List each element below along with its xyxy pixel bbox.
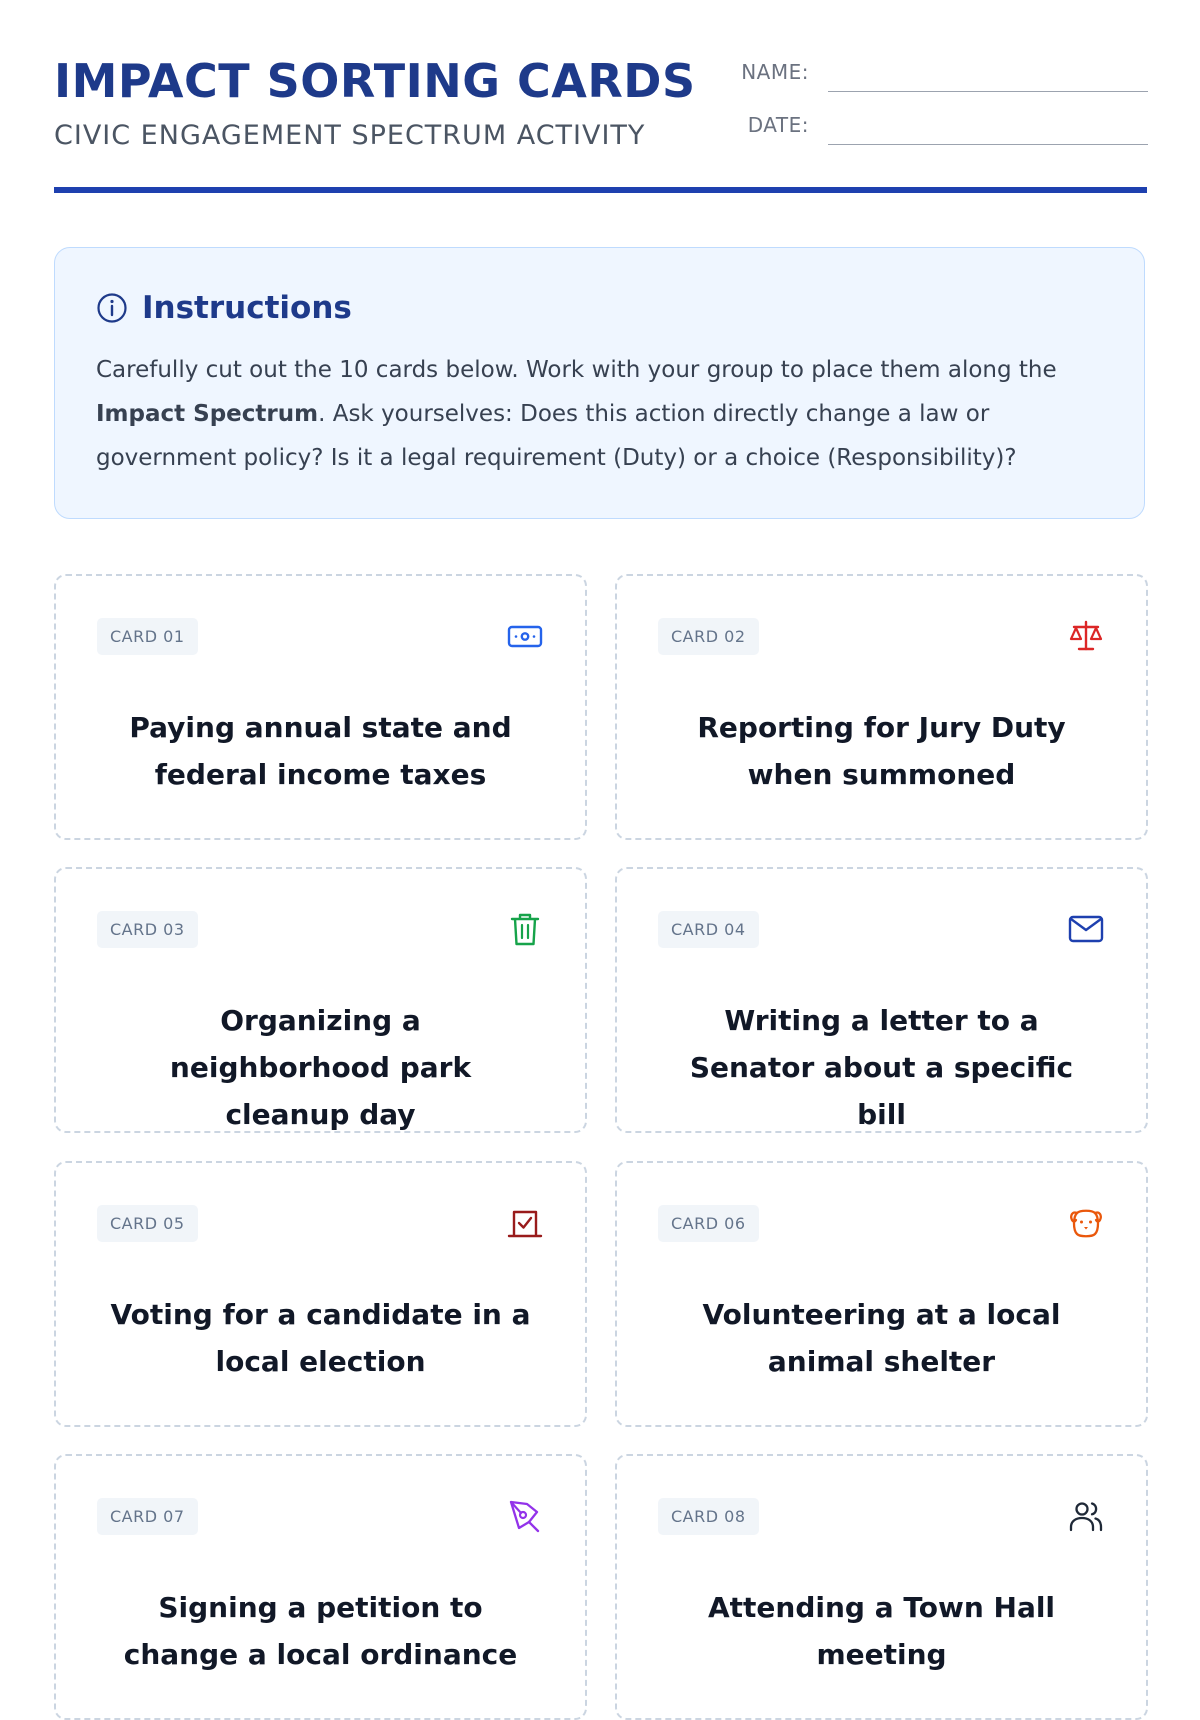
page-subtitle: CIVIC ENGAGEMENT SPECTRUM ACTIVITY: [54, 120, 646, 151]
pen-icon: [507, 1498, 543, 1534]
sorting-card[interactable]: [615, 867, 1148, 1133]
date-input-line[interactable]: [828, 144, 1148, 145]
card-text: Organizing a neighborhood park cleanup day: [169, 1004, 472, 1131]
instructions-text-start: Carefully cut out the 10 cards below. Work with your group to place them along the: [96, 357, 1057, 383]
instructions-title: Instructions: [142, 290, 352, 326]
card-text: Voting for a candidate in a local election: [110, 1298, 531, 1378]
trash-icon: [507, 911, 543, 947]
ballot-box-icon: [507, 1205, 543, 1241]
card-number-badge: CARD 06: [658, 1205, 759, 1242]
card-number-badge: CARD 04: [658, 911, 759, 948]
worksheet-header: [54, 0, 1147, 194]
page-title: IMPACT SORTING CARDS: [54, 54, 696, 108]
sorting-card[interactable]: [615, 574, 1148, 840]
name-label: NAME:: [741, 60, 809, 84]
name-input-line[interactable]: [828, 91, 1148, 92]
sorting-card[interactable]: [54, 867, 587, 1133]
card-text: Signing a petition to change a local ordinance: [123, 1591, 518, 1671]
name-field: [54, 58, 1147, 88]
card-number-badge: CARD 01: [97, 618, 198, 655]
card-number-badge: CARD 02: [658, 618, 759, 655]
money-icon: [507, 618, 543, 654]
card-text: Volunteering at a local animal shelter: [702, 1298, 1061, 1378]
instructions-text-end: . Ask yourselves: Does this action directly change a law or government policy? Is it a legal requirement (Duty) or a choice (Responsibility)?: [96, 401, 1017, 471]
sorting-card[interactable]: [54, 1161, 587, 1427]
sorting-card[interactable]: [615, 1161, 1148, 1427]
date-field: [54, 111, 1147, 141]
scales-icon: [1068, 618, 1104, 654]
card-text: Paying annual state and federal income taxes: [129, 711, 512, 791]
dog-icon: [1068, 1205, 1104, 1241]
sorting-card[interactable]: [615, 1454, 1148, 1720]
card-number-badge: CARD 07: [97, 1498, 198, 1535]
users-icon: [1068, 1498, 1104, 1534]
card-number-badge: CARD 05: [97, 1205, 198, 1242]
info-icon: [96, 292, 128, 324]
card-text: Attending a Town Hall meeting: [707, 1591, 1056, 1671]
instructions-box: [54, 247, 1145, 519]
date-label: DATE:: [747, 113, 809, 137]
header-divider: [54, 187, 1147, 193]
mail-icon: [1068, 911, 1104, 947]
card-number-badge: CARD 03: [97, 911, 198, 948]
instructions-text: [96, 348, 1106, 480]
sorting-card[interactable]: [54, 574, 587, 840]
card-number-badge: CARD 08: [658, 1498, 759, 1535]
instructions-heading: [96, 290, 352, 326]
instructions-bold-term: Impact Spectrum: [96, 401, 319, 427]
sorting-card[interactable]: [54, 1454, 587, 1720]
card-text: Reporting for Jury Duty when summoned: [697, 711, 1066, 791]
card-text: Writing a letter to a Senator about a specific bill: [689, 1004, 1074, 1131]
